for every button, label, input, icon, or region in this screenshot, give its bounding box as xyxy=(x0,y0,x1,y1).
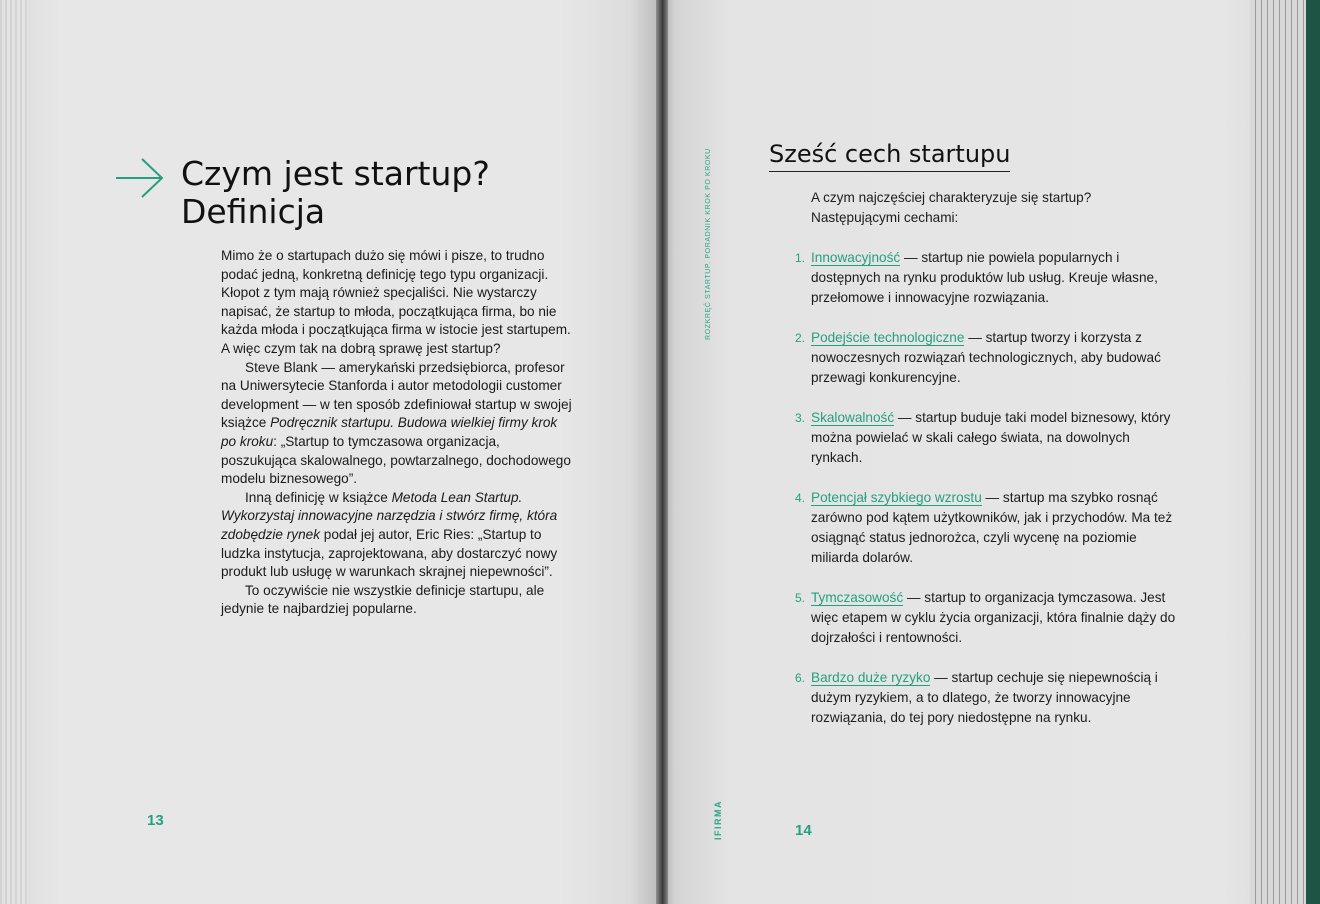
item-desc: — startup tworzy i korzysta z nowoczesnych rozwiązań technologicznych, aby budować przewagi konkurencyjne. xyxy=(811,330,1161,385)
body-text xyxy=(221,247,576,619)
page-stack-edge-left xyxy=(0,0,28,904)
page-number-left: 13 xyxy=(147,812,164,829)
item-number: 2. xyxy=(795,331,806,345)
paragraph: Steve Blank — amerykański przedsiębiorca, profesor na Uniwersytecie Stanforda i autor metodologii customer development — w ten sposób zdefiniował startup w swojej książce Podręcznik startupu. Budowa wielkiej firmy krok po kroku: „Startup to tymczasowa organizacja, poszukująca skalowalnego, powtarzalnego, dochodowego modelu biznesowego”. xyxy=(221,359,572,487)
item-number: 5. xyxy=(795,591,806,605)
item-number: 4. xyxy=(795,491,806,505)
item-number: 3. xyxy=(795,411,806,425)
chapter-title-line1: Czym jest startup? xyxy=(181,154,490,193)
item-term: Podejście technologiczne xyxy=(811,330,965,345)
paragraph: Mimo że o startupach dużo się mówi i pisze, to trudno podać jedną, konkretną definicję tego typu organizacji. Kłopot z tym mają również specjaliści. Nie wystarczy napisać, że startup to młoda, początkująca firma, bo nie każda młoda i początkująca firma w istocie jest startupem. A więc czym tak na dobrą sprawę jest startup? xyxy=(221,248,571,356)
item-desc: — startup buduje taki model biznesowy, który można powielać w skali całego świata, na dowolnych rynkach. xyxy=(811,410,1171,465)
chapter-title xyxy=(181,155,490,231)
chapter-title-line2: Definicja xyxy=(181,192,326,231)
item-term: Tymczasowość xyxy=(811,590,904,605)
item-term: Potencjał szybkiego wzrostu xyxy=(811,490,982,505)
list-item xyxy=(795,488,1181,568)
item-term: Skalowalność xyxy=(811,410,895,425)
list-item xyxy=(795,248,1181,308)
item-desc: — startup ma szybko rosnąć zarówno pod kątem użytkowników, jak i przychodów. Ma też osiągnąć status jednorożca, czyli wycenę na poziomie miliarda dolarów. xyxy=(811,490,1173,565)
section-title: Sześć cech startupu xyxy=(769,139,1010,172)
item-desc: — startup nie powiela popularnych i dostępnych na rynku produktów lub usług. Kreuje własne, przełomowe i innowacyjne rozwiązania. xyxy=(811,250,1158,305)
page-stack-edge-right xyxy=(1250,0,1306,904)
paragraph: Inną definicję w książce Metoda Lean Startup. Wykorzystaj innowacyjne narzędzia i stwórz firmę, która zdobędzie rynek podał jej autor, Eric Ries: „Startup to ludzka instytucja, zaprojektowana, aby dostarczyć nowy produkt lub usługę w warunkach skrajnej niepewności”. xyxy=(221,489,558,580)
list-item xyxy=(795,408,1181,468)
list-item xyxy=(795,668,1181,728)
list-item xyxy=(795,588,1181,648)
item-number: 1. xyxy=(795,251,806,265)
item-desc: — startup cechuje się niepewnością i dużym ryzykiem, a to dlatego, że tworzy innowacyjne rozwiązania, do tej pory niedostępne na rynku. xyxy=(811,670,1158,725)
list-item xyxy=(795,328,1181,388)
publisher-logo: IFIRMA xyxy=(713,800,723,840)
item-term: Bardzo duże ryzyko xyxy=(811,670,931,685)
book-cover-edge xyxy=(1306,0,1320,904)
book-gutter xyxy=(656,0,668,904)
item-desc: — startup to organizacja tymczasowa. Jest więc etapem w cyklu życia organizacji, która finalnie dąży do dojrzałości i rentowności. xyxy=(811,590,1176,645)
item-number: 6. xyxy=(795,671,806,685)
item-term: Innowacyjność xyxy=(811,250,901,265)
arrow-right-icon xyxy=(114,155,166,201)
intro-text: A czym najczęściej charakteryzuje się startup? Następującymi cechami: xyxy=(811,190,1092,225)
running-head: ROZKRĘĆ STARTUP. PORADNIK KROK PO KROKU xyxy=(705,148,712,340)
page-number-right: 14 xyxy=(795,822,812,839)
paragraph: To oczywiście nie wszystkie definicje startupu, ale jedynie te najbardziej popularne. xyxy=(221,582,545,617)
